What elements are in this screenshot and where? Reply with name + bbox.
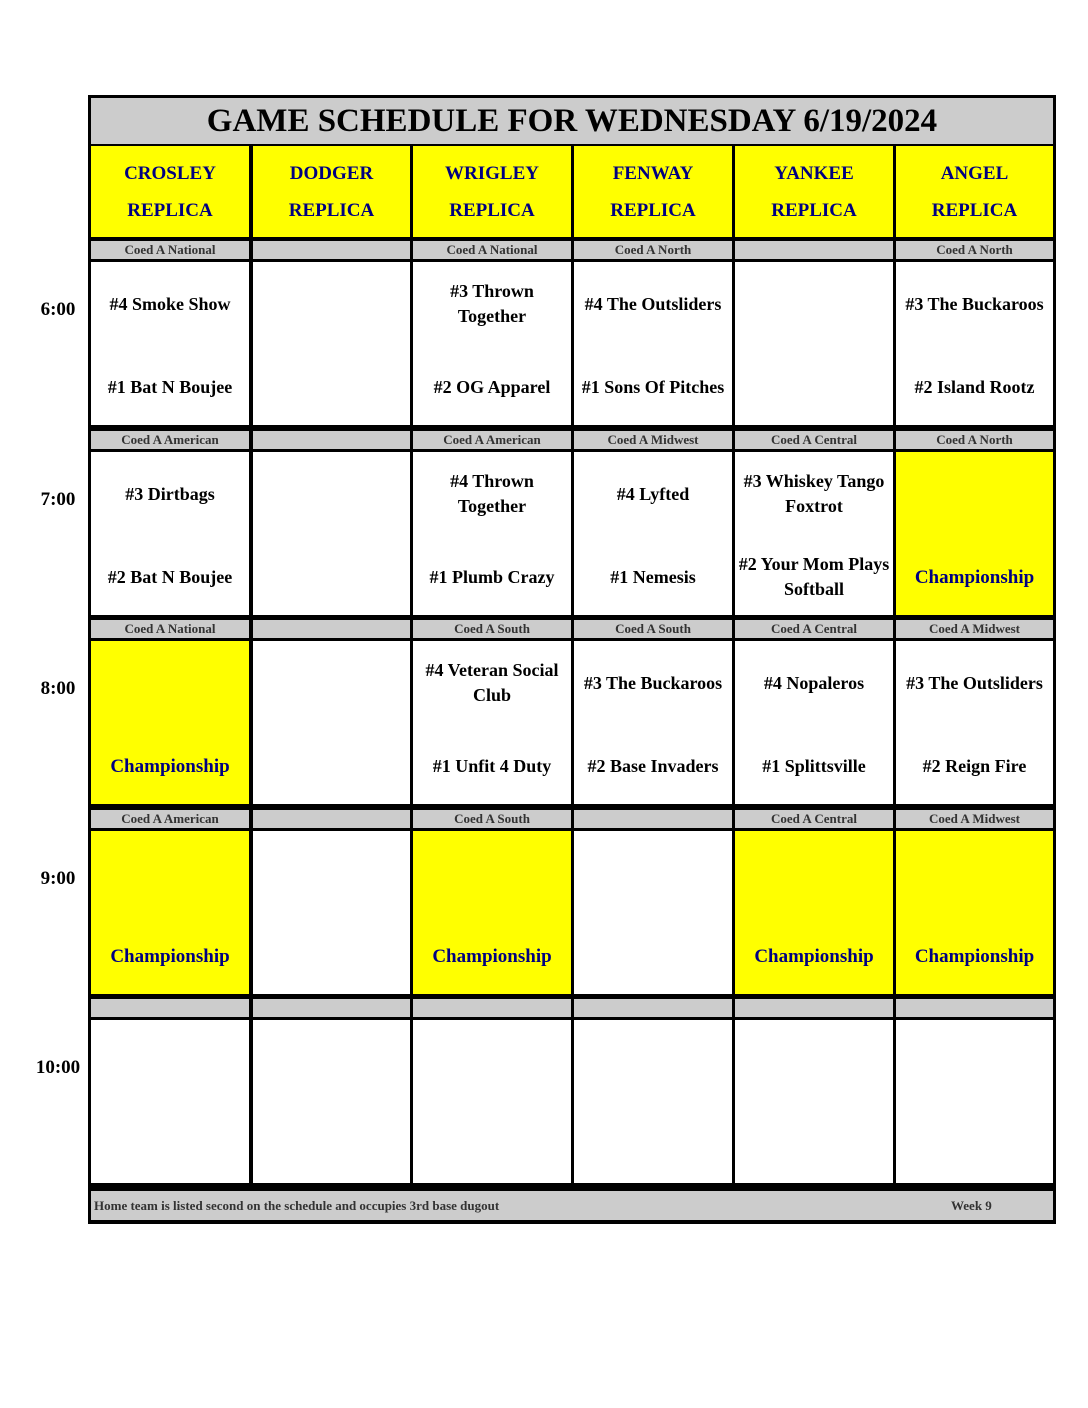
field-subtitle: REPLICA xyxy=(288,199,375,221)
away-team xyxy=(896,843,1053,903)
division-label: Coed A National xyxy=(91,620,249,638)
home-team: #1 Unfit 4 Duty xyxy=(432,755,552,776)
home-team: #1 Bat N Boujee xyxy=(107,376,233,397)
home-team xyxy=(253,547,410,607)
championship-label: Championship xyxy=(914,566,1035,588)
game-cell xyxy=(896,1020,1053,1183)
field-subtitle: REPLICA xyxy=(610,199,696,221)
division-label: Coed A American xyxy=(413,431,571,449)
game-cell xyxy=(253,831,410,994)
championship-label: Championship xyxy=(110,945,230,967)
division-label xyxy=(253,620,410,638)
page-title: GAME SCHEDULE FOR WEDNESDAY 6/19/2024 xyxy=(91,98,1053,144)
away-team xyxy=(253,653,410,713)
home-team: #1 Sons Of Pitches xyxy=(581,376,725,397)
time-label: 10:00 xyxy=(35,1057,81,1078)
home-team xyxy=(253,357,410,417)
home-team xyxy=(253,1115,410,1175)
game-cell xyxy=(574,262,732,425)
away-team: #3 The Outsliders xyxy=(906,672,1043,693)
division-label xyxy=(574,999,732,1017)
game-cell xyxy=(253,641,410,804)
footer-note: Home team is listed second on the schedule and occupies 3rd base dugout xyxy=(94,1198,500,1213)
division-label xyxy=(735,999,893,1017)
game-cell xyxy=(896,641,1053,804)
division-label: Coed A South xyxy=(413,810,571,828)
away-team: #4 The Outsliders xyxy=(584,293,722,314)
away-team: #3 Whiskey Tango Foxtrot xyxy=(743,471,885,516)
game-cell xyxy=(896,452,1053,615)
division-label xyxy=(413,999,571,1017)
away-team xyxy=(735,1032,893,1092)
championship-label: Championship xyxy=(914,945,1035,967)
away-team xyxy=(896,464,1053,524)
game-cell xyxy=(91,641,249,804)
division-label: Coed A National xyxy=(413,241,571,259)
away-team xyxy=(91,653,249,713)
away-team xyxy=(413,1032,571,1092)
away-team xyxy=(253,274,410,334)
division-label xyxy=(896,999,1053,1017)
division-label: Coed A Central xyxy=(735,810,893,828)
home-team xyxy=(896,1115,1053,1175)
away-team xyxy=(91,843,249,903)
home-team xyxy=(574,1115,732,1175)
time-label: 8:00 xyxy=(40,678,76,699)
game-cell xyxy=(735,452,893,615)
game-cell xyxy=(253,452,410,615)
home-team: #2 Reign Fire xyxy=(922,755,1027,776)
division-label: Coed A South xyxy=(413,620,571,638)
field-name: YANKEE xyxy=(774,162,854,184)
game-cell xyxy=(91,262,249,425)
home-team xyxy=(413,1115,571,1175)
away-team: #4 Smoke Show xyxy=(109,293,231,314)
game-cell xyxy=(574,1020,732,1183)
division-label: Coed A Central xyxy=(735,620,893,638)
field-name: CROSLEY xyxy=(124,162,216,184)
game-cell xyxy=(413,831,571,994)
championship-label: Championship xyxy=(432,945,552,967)
away-team xyxy=(896,1032,1053,1092)
time-label: 6:00 xyxy=(40,299,76,320)
game-cell xyxy=(574,641,732,804)
game-cell xyxy=(413,262,571,425)
game-cell xyxy=(91,1020,249,1183)
away-team xyxy=(91,1032,249,1092)
field-name: WRIGLEY xyxy=(445,162,539,184)
away-team: #3 Dirtbags xyxy=(125,483,215,504)
week-label: Week 9 xyxy=(951,1198,992,1213)
championship-label: Championship xyxy=(110,755,230,777)
game-cell xyxy=(735,831,893,994)
championship-label: Championship xyxy=(754,945,874,967)
division-label: Coed A Midwest xyxy=(574,431,732,449)
field-header-wrigley xyxy=(413,146,571,237)
game-cell xyxy=(896,262,1053,425)
division-label: Coed A South xyxy=(574,620,732,638)
home-team: #2 Bat N Boujee xyxy=(107,566,233,587)
field-header-yankee xyxy=(735,146,893,237)
division-label: Coed A American xyxy=(91,810,249,828)
division-label xyxy=(735,241,893,259)
division-label: Coed A Central xyxy=(735,431,893,449)
game-cell xyxy=(735,641,893,804)
field-subtitle: REPLICA xyxy=(127,199,213,221)
home-team: #1 Nemesis xyxy=(610,566,696,587)
division-label xyxy=(91,999,249,1017)
division-label: Coed A North xyxy=(896,431,1053,449)
home-team xyxy=(735,357,893,417)
time-label: 7:00 xyxy=(40,489,76,510)
home-team xyxy=(253,926,410,986)
game-cell xyxy=(735,1020,893,1183)
away-team: #4 Nopaleros xyxy=(763,672,865,693)
game-cell xyxy=(413,641,571,804)
game-cell xyxy=(574,452,732,615)
away-team: #4 Thrown Together xyxy=(450,471,534,516)
home-team xyxy=(574,926,732,986)
division-label xyxy=(253,999,410,1017)
game-cell xyxy=(574,831,732,994)
division-label: Coed A National xyxy=(91,241,249,259)
time-label: 9:00 xyxy=(40,868,76,889)
away-team xyxy=(253,464,410,524)
away-team xyxy=(413,843,571,903)
away-team xyxy=(574,843,732,903)
division-label: Coed A North xyxy=(574,241,732,259)
away-team xyxy=(735,274,893,334)
field-name: DODGER xyxy=(289,162,374,184)
home-team: #1 Plumb Crazy xyxy=(429,566,555,587)
home-team xyxy=(253,736,410,796)
home-team: #1 Splittsville xyxy=(762,755,866,776)
away-team xyxy=(574,1032,732,1092)
division-label: Coed A Midwest xyxy=(896,620,1053,638)
schedule-footer xyxy=(91,1191,1053,1220)
field-subtitle: REPLICA xyxy=(931,199,1018,221)
home-team xyxy=(735,1115,893,1175)
field-header-angel xyxy=(896,146,1053,237)
game-cell xyxy=(253,1020,410,1183)
home-team: #2 Base Invaders xyxy=(587,755,719,776)
game-cell xyxy=(253,262,410,425)
field-subtitle: REPLICA xyxy=(771,199,857,221)
game-cell xyxy=(91,831,249,994)
game-cell xyxy=(735,262,893,425)
field-name: FENWAY xyxy=(612,162,694,184)
division-label xyxy=(574,810,732,828)
schedule-table xyxy=(88,95,1056,1224)
away-team: #4 Lyfted xyxy=(616,483,690,504)
away-team xyxy=(735,843,893,903)
field-subtitle: REPLICA xyxy=(449,199,535,221)
home-team: #2 OG Apparel xyxy=(433,376,551,397)
home-team: #2 Your Mom Plays Softball xyxy=(738,554,890,599)
field-name: ANGEL xyxy=(940,162,1009,184)
division-label xyxy=(253,241,410,259)
away-team: #3 Thrown Together xyxy=(450,281,534,326)
field-header-dodger xyxy=(253,146,410,237)
field-header-crosley xyxy=(91,146,249,237)
division-label xyxy=(253,431,410,449)
game-cell xyxy=(896,831,1053,994)
away-team: #3 The Buckaroos xyxy=(905,293,1044,314)
division-label: Coed A North xyxy=(896,241,1053,259)
home-team: #2 Island Rootz xyxy=(914,376,1035,397)
away-team xyxy=(253,1032,410,1092)
away-team: #4 Veteran Social Club xyxy=(425,660,559,705)
field-header-fenway xyxy=(574,146,732,237)
division-label: Coed A Midwest xyxy=(896,810,1053,828)
game-cell xyxy=(413,452,571,615)
division-label: Coed A American xyxy=(91,431,249,449)
away-team: #3 The Buckaroos xyxy=(583,672,723,693)
away-team xyxy=(253,843,410,903)
game-cell xyxy=(413,1020,571,1183)
game-cell xyxy=(91,452,249,615)
division-label xyxy=(253,810,410,828)
home-team xyxy=(91,1115,249,1175)
